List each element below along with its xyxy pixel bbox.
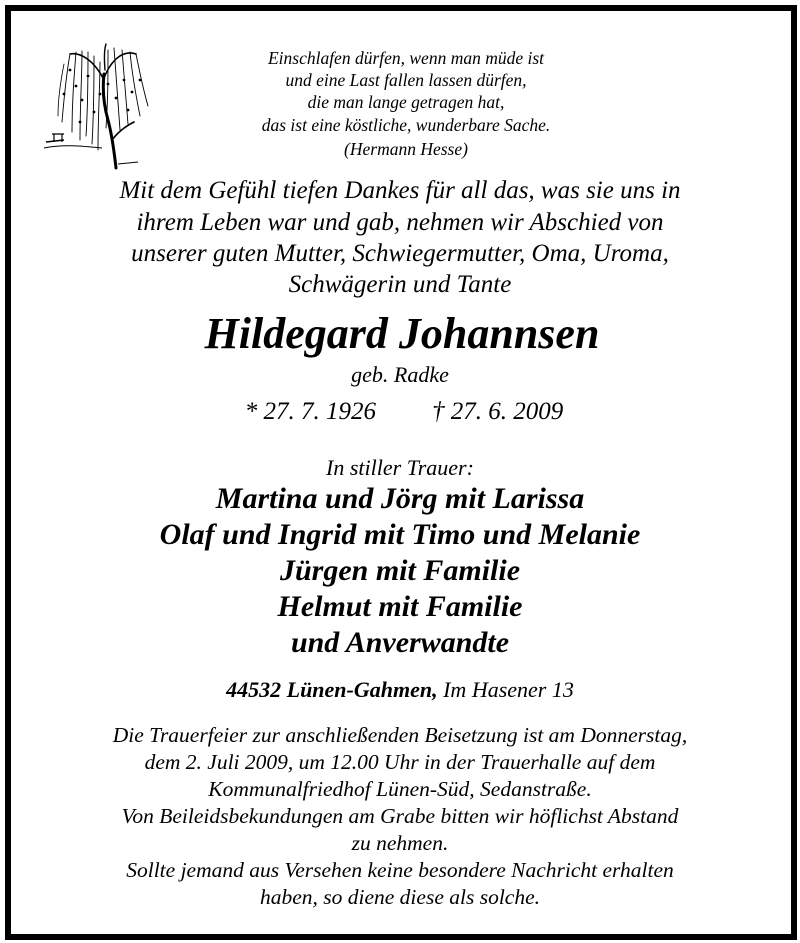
intro-line: unserer guten Mutter, Schwiegermutter, Oma, Uroma, — [131, 240, 669, 267]
death-date: † 27. 6. 2009 — [432, 398, 564, 425]
mourners-heading: In stiller Trauer: — [326, 455, 474, 480]
intro-line: Schwägerin und Tante — [288, 271, 512, 298]
notice-line: Kommunalfriedhof Lünen-Süd, Sedanstraße. — [208, 777, 592, 801]
notice-line: Die Trauerfeier zur anschließenden Beisetzung ist am Donnerstag, — [112, 723, 688, 747]
notice-line: dem 2. Juli 2009, um 12.00 Uhr in der Trauerhalle auf dem — [144, 750, 656, 774]
quote-author: (Hermann Hesse) — [344, 139, 468, 159]
notice-line: haben, so diene diese als solche. — [259, 885, 541, 909]
notice-line: Von Beileidsbekundungen am Grabe bitten wir höflichst Abstand — [121, 804, 679, 828]
address-street: Im Hasener 13 — [443, 677, 574, 702]
notice-line: zu nehmen. — [351, 831, 449, 855]
birth-date: * 27. 7. 1926 — [244, 398, 376, 425]
quote-line: die man lange getragen hat, — [307, 92, 505, 112]
quote-line: das ist eine köstliche, wunderbare Sache. — [261, 115, 551, 135]
mourner-line: Jürgen mit Familie — [279, 554, 521, 587]
mourner-line: Olaf und Ingrid mit Timo und Melanie — [159, 518, 641, 551]
birth-name: geb. Radke — [351, 362, 449, 387]
address-city: 44532 Lünen-Gahmen, — [226, 677, 438, 702]
intro-line: Mit dem Gefühl tiefen Dankes für all das, was sie uns in — [119, 177, 681, 204]
address — [0, 677, 800, 703]
mourner-line: und Anverwandte — [290, 626, 510, 659]
quote-line: und eine Last fallen lassen dürfen, — [285, 70, 527, 90]
notice-line: Sollte jemand aus Versehen keine besondere Nachricht erhalten — [126, 858, 674, 882]
intro-line: ihrem Leben war und gab, nehmen wir Abschied von — [136, 209, 664, 236]
mourner-line: Helmut mit Familie — [277, 590, 523, 623]
quote-line: Einschlafen dürfen, wenn man müde ist — [267, 48, 545, 68]
mourner-line: Martina und Jörg mit Larissa — [215, 482, 585, 515]
deceased-name: Hildegard Johannsen — [204, 309, 600, 358]
life-dates — [4, 398, 800, 426]
